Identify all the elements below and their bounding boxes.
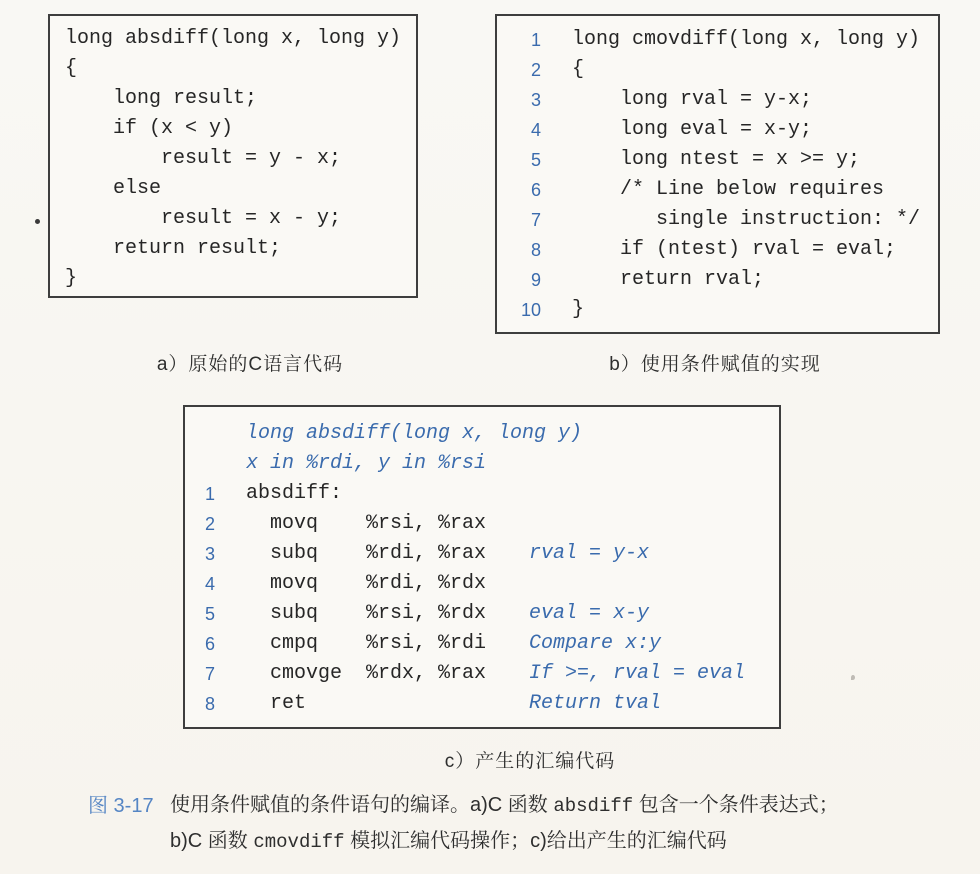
line-number: 2: [205, 514, 216, 534]
line-number: 7: [205, 664, 216, 684]
panel-b-caption: b）使用条件赋值的实现: [609, 354, 821, 375]
figure-caption: [170, 788, 930, 859]
code-line: long rval = y-x;: [572, 88, 813, 111]
figure-caption-code: cmovdiff: [253, 830, 345, 853]
assembly-instruction: movq %rsi, %rax: [246, 512, 487, 535]
code-line: }: [572, 298, 585, 321]
code-line: long result;: [65, 87, 258, 110]
line-number: 8: [530, 240, 541, 260]
code-line: if (x < y): [65, 117, 234, 140]
code-row: [497, 145, 938, 175]
line-number: 1: [205, 484, 216, 504]
line-number: 9: [530, 270, 541, 290]
assembly-instruction: cmovge %rdx, %rax: [246, 662, 487, 685]
assembly-comment: rval = y-x: [529, 542, 650, 565]
code-row: [497, 295, 938, 325]
assembly-instruction: subq %rsi, %rdx: [246, 602, 487, 625]
assembly-header-line: x in %rdi, y in %rsi: [246, 452, 487, 475]
code-line: long eval = x-y;: [572, 118, 813, 141]
assembly-instruction: subq %rdi, %rax: [246, 542, 487, 565]
figure-caption-text: b)C 函数: [170, 829, 254, 852]
code-line: else: [65, 177, 162, 200]
panel-a-caption: a）原始的C语言代码: [156, 354, 344, 375]
code-line: long ntest = x >= y;: [572, 148, 861, 171]
line-number: 1: [530, 30, 541, 50]
code-row: [497, 175, 938, 205]
line-number: 7: [530, 210, 541, 230]
assembly-row: [185, 599, 779, 629]
assembly-row: [185, 689, 779, 719]
line-number: 4: [530, 120, 541, 140]
scan-speck: [35, 219, 40, 224]
assembly-row: [185, 659, 779, 689]
code-line: {: [65, 57, 78, 80]
code-line: }: [65, 267, 78, 290]
code-row: [497, 25, 938, 55]
figure-caption-text: 包含一个条件表达式；: [633, 794, 839, 816]
assembly-instruction: absdiff:: [246, 482, 343, 505]
line-number: 8: [205, 694, 216, 714]
line-number: 10: [520, 300, 541, 320]
code-row: [497, 265, 938, 295]
code-line: single instruction: */: [572, 208, 921, 231]
code-line: if (ntest) rval = eval;: [572, 238, 897, 261]
code-line: result = y - x;: [65, 147, 342, 170]
assembly-comment: eval = x-y: [529, 602, 650, 625]
code-line: return result;: [65, 237, 282, 260]
code-line: /* Line below requires: [572, 178, 885, 201]
assembly-instruction: ret: [246, 692, 307, 715]
assembly-comment: If >=, rval = eval: [529, 662, 746, 685]
figure-caption-text: 使用条件赋值的条件语句的编译。a)C 函数: [170, 794, 554, 816]
panel-c-code-box: [183, 405, 781, 729]
line-number: 6: [530, 180, 541, 200]
code-row: [497, 55, 938, 85]
line-number: 5: [530, 150, 541, 170]
assembly-row: [185, 509, 779, 539]
assembly-header-line: long absdiff(long x, long y): [246, 422, 583, 445]
code-row: [497, 235, 938, 265]
figure-caption-text: 模拟汇编代码操作；c)给出产生的汇编代码: [344, 829, 727, 852]
code-line: long cmovdiff(long x, long y): [572, 28, 921, 51]
scan-speck: [851, 675, 855, 680]
figure-caption-code: absdiff: [553, 795, 634, 817]
assembly-row: [185, 539, 779, 569]
assembly-instruction: cmpq %rsi, %rdi: [246, 632, 487, 655]
code-row: [497, 115, 938, 145]
code-line: long absdiff(long x, long y): [65, 27, 402, 50]
assembly-row: [185, 479, 779, 509]
line-number: 4: [205, 574, 216, 594]
assembly-comment: Compare x:y: [529, 632, 662, 655]
assembly-instruction: movq %rdi, %rdx: [246, 572, 487, 595]
line-number: 2: [530, 60, 541, 80]
panel-a-code-box: [48, 14, 418, 298]
figure-number-label: 图 3-17: [88, 795, 154, 817]
line-number: 5: [205, 604, 216, 624]
assembly-row: [185, 629, 779, 659]
assembly-row: [185, 569, 779, 599]
line-number: 3: [530, 90, 541, 110]
code-row: [497, 85, 938, 115]
line-number: 3: [205, 544, 216, 564]
code-line: result = x - y;: [65, 207, 342, 230]
code-row: [497, 205, 938, 235]
panel-b-code-box: [495, 14, 940, 334]
code-line: {: [572, 58, 585, 81]
line-number: 6: [205, 634, 216, 654]
assembly-comment: Return tval: [529, 692, 662, 715]
panel-c-caption: c）产生的汇编代码: [444, 751, 616, 772]
code-line: return rval;: [572, 268, 765, 291]
